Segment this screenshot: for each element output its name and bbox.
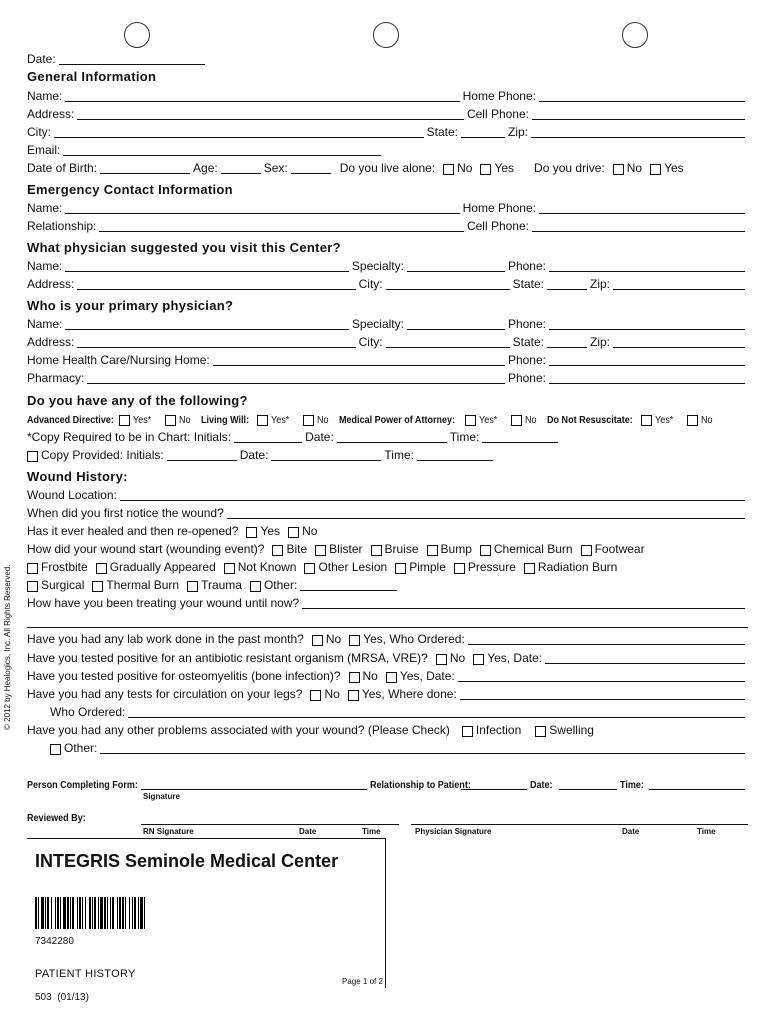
cause-checkbox[interactable] [315,545,326,556]
barcode-bar [110,897,111,929]
suggested-address-row [27,275,748,291]
barcode-bar [138,897,139,929]
home-phone-label: Home Phone: [462,201,536,215]
person-completing-signature-field[interactable] [141,777,367,790]
general-heading: General Information [27,69,157,84]
emergency-home-phone-field[interactable] [539,201,745,214]
suggested-address-field[interactable] [77,277,355,290]
rn-signature-caption: RN Signature [143,827,194,836]
no-label: No [449,651,466,665]
phone-label: Phone: [507,353,546,367]
pharmacy-row [27,369,748,385]
other-label: Other: [64,741,98,755]
barcode-bar [55,897,56,929]
antibiotic-yes-checkbox[interactable] [473,654,484,665]
yes-where-label: Yes, Where done: [361,687,457,701]
pharmacy-phone-field[interactable] [549,371,745,384]
primary-name-field[interactable] [65,317,349,330]
primary-heading: Who is your primary physician? [27,298,234,313]
copyright-notice: © 2012 by Healogics, Inc. All Rights Reserved. [3,564,12,730]
dob-field[interactable] [100,161,190,174]
lab-work-label: Have you had any lab work done in the past month? [27,632,304,646]
relationship-field[interactable] [99,219,464,232]
barcode-bar [134,897,136,929]
age-field[interactable] [221,161,261,174]
no-label: No [325,632,342,646]
mpoa-yes-checkbox[interactable] [465,415,476,426]
city-label: City: [358,335,383,349]
no-label: No [525,414,537,426]
copy-provided-label: Copy Provided: Initials: [41,448,164,462]
primary-phone-field[interactable] [549,317,745,330]
barcode-bar [51,897,52,929]
email-field[interactable] [63,143,381,156]
cause-label: Frostbite [41,560,88,574]
home-health-field[interactable] [213,353,505,366]
antibiotic-row [27,649,748,665]
reviewed-by-label: Reviewed By: [27,812,86,824]
advanced-no-checkbox[interactable] [165,415,176,426]
barcode-bar [140,897,143,929]
wound-causes-row-3 [27,576,400,592]
suggested-name-field[interactable] [65,259,349,272]
copy-required-time-field[interactable] [482,430,558,443]
cause-checkbox[interactable] [524,563,535,574]
no-label: No [179,414,191,426]
wound-start-label: How did your wound start (wounding event)? [27,542,265,556]
cause-label: Bite [286,542,308,556]
rn-date-caption: Date [299,827,317,836]
barcode-bar [94,897,96,929]
yes-star-label: Yes* [655,414,674,426]
primary-address-field[interactable] [77,335,355,348]
barcode-bar [119,897,121,929]
sex-label: Sex: [263,161,288,175]
yes-who-label: Yes, Who Ordered: [363,632,465,646]
treating-row [27,594,748,610]
date-label: Date: [305,430,334,444]
phone-label: Phone: [507,259,546,273]
live-alone-label: Do you live alone: [339,161,436,175]
emergency-cell-phone-field[interactable] [532,219,745,232]
who-ordered-field[interactable] [128,705,745,718]
osteo-no-checkbox[interactable] [349,672,360,683]
barcode-bar [35,897,37,929]
directives-row [27,410,748,426]
physician-signature-line[interactable] [411,824,748,825]
drive-yes-checkbox[interactable] [650,164,661,175]
primary-city-field[interactable] [386,335,510,348]
swelling-label: Swelling [549,723,594,737]
suggested-heading: What physician suggested you visit this Center? [27,240,341,255]
barcode-bar [85,897,86,929]
wound-heading: Wound History: [27,469,128,484]
copy-provided-checkbox[interactable] [27,451,38,462]
infection-checkbox[interactable] [462,726,473,737]
barcode-bar [129,897,130,929]
treating-field[interactable] [302,596,745,609]
time-label: Time: [449,430,480,444]
cause-label: Blister [329,542,363,556]
signoff-time-field[interactable] [649,777,745,790]
emergency-name-row [27,199,748,215]
barcode-bar [100,897,103,929]
suggested-name-row [27,257,748,273]
city-label: City: [27,125,51,139]
cell-phone-label: Cell Phone: [466,219,529,233]
pharmacy-field[interactable] [87,371,505,384]
no-label: No [324,687,340,701]
suggested-specialty-field[interactable] [407,259,505,272]
advanced-yes-checkbox[interactable] [119,415,130,426]
primary-zip-field[interactable] [613,335,745,348]
barcode-bar [38,897,39,929]
no-label: No [701,414,713,426]
physician-date-caption: Date [622,827,640,836]
label-box-right-border [385,838,386,988]
name-label: Name: [27,259,63,273]
barcode-number: 7342280 [35,936,74,947]
state-label: State: [512,335,544,349]
physician-signature-caption: Physician Signature [415,827,492,836]
following-heading: Do you have any of the following? [27,393,248,408]
home-phone-field[interactable] [539,89,745,102]
name-label: Name: [27,201,63,215]
primary-name-row [27,315,748,331]
copy-provided-date-field[interactable] [271,448,381,461]
phone-label: Phone: [507,371,546,385]
cause-checkbox[interactable] [304,563,315,574]
cause-label: Pressure [467,560,516,574]
treating-label: How have you been treating your wound until now? [27,596,300,610]
first-notice-label: When did you first notice the wound? [27,506,224,520]
email-label: Email: [27,143,61,157]
state-label: State: [426,125,458,139]
cause-checkbox[interactable] [395,563,406,574]
form-title: PATIENT HISTORY [35,968,136,980]
general-city-row [27,123,748,139]
barcode-bar [117,897,118,929]
rn-signature-line[interactable] [141,824,399,825]
cause-label: Chemical Burn [493,542,573,556]
no-label: No [626,161,643,175]
circulation-label: Have you had any tests for circulation on your legs? [27,687,303,701]
address-label: Address: [27,335,75,349]
specialty-label: Specialty: [351,317,404,331]
lab-work-yes-checkbox[interactable] [349,635,360,646]
signoff-date-field[interactable] [559,777,617,790]
other-problems-row [27,721,748,737]
cause-checkbox[interactable] [27,563,38,574]
circulation-row [27,685,748,701]
barcode-bar [72,897,74,929]
lab-work-who-field[interactable] [468,632,745,645]
cause-label: Trauma [201,578,242,592]
address-label: Address: [27,277,75,291]
age-label: Age: [193,161,218,175]
mpoa-label: Medical Power of Attorney: [339,414,456,426]
zip-label: Zip: [589,335,610,349]
organization-name: INTEGRIS Seminole Medical Center [35,851,339,871]
yes-date-label: Yes, Date: [487,651,543,665]
other-problem-row [50,739,748,755]
yes-label: Yes [494,161,515,175]
barcode-bar [122,897,124,929]
cause-checkbox[interactable] [454,563,465,574]
barcode-bar [41,897,44,929]
other-problem-field[interactable] [100,741,745,754]
healed-yes-checkbox[interactable] [246,527,257,538]
no-label: No [317,414,329,426]
barcode-bar [70,897,71,929]
general-name-row [27,87,748,103]
cause-label: Bump [440,542,472,556]
relationship-to-patient-label: Relationship to Patient: [370,779,471,791]
time-label: Time: [384,448,414,462]
page-number: Page 1 of 2 [342,977,383,986]
copy-provided-initials-field[interactable] [167,448,237,461]
barcode-bar [107,897,108,929]
cause-checkbox[interactable] [371,545,382,556]
cause-label: Pimple [409,560,446,574]
live-alone-yes-checkbox[interactable] [480,164,491,175]
home-health-phone-field[interactable] [549,353,745,366]
copy-required-initials-field[interactable] [234,430,302,443]
zip-label: Zip: [589,277,610,291]
barcode-bar [92,897,93,929]
barcode-bar [79,897,81,929]
city-field[interactable] [54,125,424,138]
barcode-bar [47,897,49,929]
wound-location-label: Wound Location: [27,488,117,502]
person-completing-label: Person Completing Form: [27,779,138,791]
antibiotic-date-field[interactable] [545,651,745,664]
cause-label: Surgical [41,578,85,592]
binder-hole-left [124,22,150,48]
barcode [35,897,215,929]
emergency-name-field[interactable] [65,201,459,214]
address-label: Address: [27,107,75,121]
copy-provided-time-field[interactable] [417,448,493,461]
home-phone-label: Home Phone: [462,89,536,103]
zip-label: Zip: [507,125,528,139]
sex-field[interactable] [291,161,331,174]
dnr-no-checkbox[interactable] [687,415,698,426]
other-problem-checkbox[interactable] [50,744,61,755]
infection-label: Infection [475,723,522,737]
who-ordered-row [50,703,748,719]
yes-date-label: Yes, Date: [399,669,455,683]
cause-checkbox[interactable] [581,545,592,556]
drive-label: Do you drive: [534,161,605,175]
no-label: No [302,524,318,538]
barcode-bar [82,897,83,929]
cause-label: Not Known [237,560,297,574]
cause-other-checkbox[interactable] [250,581,261,592]
signature-caption: Signature [143,792,180,801]
copy-provided-row [27,446,748,462]
mpoa-no-checkbox[interactable] [511,415,522,426]
general-address-row [27,105,748,121]
name-field[interactable] [65,89,459,102]
suggested-city-field[interactable] [386,277,510,290]
other-label: Other: [263,578,298,592]
yes-star-label: Yes* [133,414,152,426]
other-problems-label: Have you had any other problems associated with your wound? (Please Check) [27,723,450,737]
cause-checkbox[interactable] [187,581,198,592]
emergency-relationship-row [27,217,748,233]
living-will-label: Living Will: [201,414,250,426]
primary-state-field[interactable] [547,335,587,348]
rn-time-caption: Time [362,827,381,836]
barcode-bar [45,897,46,929]
first-notice-row [27,504,748,520]
barcode-bar [60,897,61,929]
city-label: City: [358,277,383,291]
drive-no-checkbox[interactable] [613,164,624,175]
cause-checkbox[interactable] [96,563,107,574]
cause-checkbox[interactable] [480,545,491,556]
cause-checkbox[interactable] [92,581,103,592]
lab-work-row [27,630,748,646]
form-code: 503 (01/13) [35,992,89,1003]
wound-start-row [27,540,748,556]
cause-label: Other Lesion [318,560,388,574]
primary-address-row [27,333,748,349]
advanced-directive-label: Advanced Directive: [27,414,114,426]
circulation-no-checkbox[interactable] [310,690,321,701]
binder-hole-center [373,22,399,48]
treating-extra-line[interactable] [27,627,748,628]
osteo-row [27,667,748,683]
healed-label: Has it ever healed and then re-opened? [27,524,239,538]
person-completing-row [27,775,748,791]
name-label: Name: [27,317,63,331]
healed-row [27,522,748,538]
suggested-zip-field[interactable] [613,277,745,290]
no-label: No [362,669,378,683]
antibiotic-label: Have you tested positive for an antibiotic resistant organism (MRSA, VRE)? [27,651,428,665]
cell-phone-field[interactable] [532,107,745,120]
name-label: Name: [27,89,63,103]
barcode-bar [98,897,99,929]
physician-time-caption: Time [697,827,716,836]
general-email-row [27,141,384,157]
yes-label: Yes [664,161,684,175]
circulation-yes-checkbox[interactable] [348,690,359,701]
state-label: State: [512,277,544,291]
date-row [27,50,748,66]
osteo-label: Have you tested positive for osteomyelitis (bone infection)? [27,669,341,683]
wound-location-row [27,486,748,502]
specialty-label: Specialty: [351,259,404,273]
yes-label: Yes [260,524,281,538]
date-field[interactable] [59,52,205,65]
suggested-phone-field[interactable] [549,259,745,272]
cell-phone-label: Cell Phone: [466,107,529,121]
copy-required-label: *Copy Required to be in Chart: Initials: [27,430,232,444]
cause-label: Radiation Burn [537,560,618,574]
yes-star-label: Yes* [271,414,290,426]
primary-specialty-field[interactable] [407,317,505,330]
barcode-bar [63,897,66,929]
no-label: No [457,161,473,175]
barcode-bar [112,897,114,929]
cause-label: Thermal Burn [106,578,180,592]
home-health-label: Home Health Care/Nursing Home: [27,353,210,367]
first-notice-field[interactable] [227,506,745,519]
label-box-top-border [27,838,385,839]
cause-label: Footwear [594,542,645,556]
yes-star-label: Yes* [479,414,498,426]
date-label: Date: [530,779,553,791]
cause-other-field[interactable] [300,578,397,591]
time-label: Time: [620,779,644,791]
barcode-bar [125,897,126,929]
swelling-checkbox[interactable] [535,726,546,737]
general-dob-row [27,159,748,175]
barcode-bar [89,897,91,929]
live-alone-no-checkbox[interactable] [443,164,454,175]
barcode-bar [57,897,59,929]
relationship-label: Relationship: [27,219,97,233]
lab-work-no-checkbox[interactable] [312,635,323,646]
barcode-bar [67,897,69,929]
barcode-bar [132,897,133,929]
living-will-yes-checkbox[interactable] [257,415,268,426]
cause-checkbox[interactable] [27,581,38,592]
cause-label: Gradually Appeared [109,560,216,574]
binder-hole-right [622,22,648,48]
antibiotic-no-checkbox[interactable] [436,654,447,665]
barcode-bar [77,897,78,929]
healed-no-checkbox[interactable] [288,527,299,538]
cause-label: Bruise [384,542,419,556]
cause-checkbox[interactable] [224,563,235,574]
osteo-yes-checkbox[interactable] [386,672,397,683]
barcode-bar [144,897,145,929]
state-field[interactable] [461,125,505,138]
phone-label: Phone: [507,317,546,331]
cause-checkbox[interactable] [272,545,283,556]
date-label: Date: [27,52,56,66]
emergency-heading: Emergency Contact Information [27,182,233,197]
wound-location-field[interactable] [120,488,745,501]
copy-required-row [27,428,748,444]
circulation-where-field[interactable] [460,687,745,700]
who-ordered-label: Who Ordered: [50,705,126,719]
wound-causes-row-2 [27,558,748,574]
dnr-yes-checkbox[interactable] [641,415,652,426]
zip-field[interactable] [531,125,745,138]
suggested-state-field[interactable] [547,277,587,290]
address-field[interactable] [77,107,464,120]
cause-checkbox[interactable] [427,545,438,556]
barcode-bar [104,897,106,929]
pharmacy-label: Pharmacy: [27,371,85,385]
date-label: Date: [239,448,269,462]
osteo-date-field[interactable] [458,669,745,682]
relationship-to-patient-field[interactable] [461,777,527,790]
dnr-label: Do Not Resuscitate: [547,414,633,426]
living-will-no-checkbox[interactable] [303,415,314,426]
dob-label: Date of Birth: [27,161,98,175]
copy-required-date-field[interactable] [337,430,447,443]
home-health-row [27,351,748,367]
